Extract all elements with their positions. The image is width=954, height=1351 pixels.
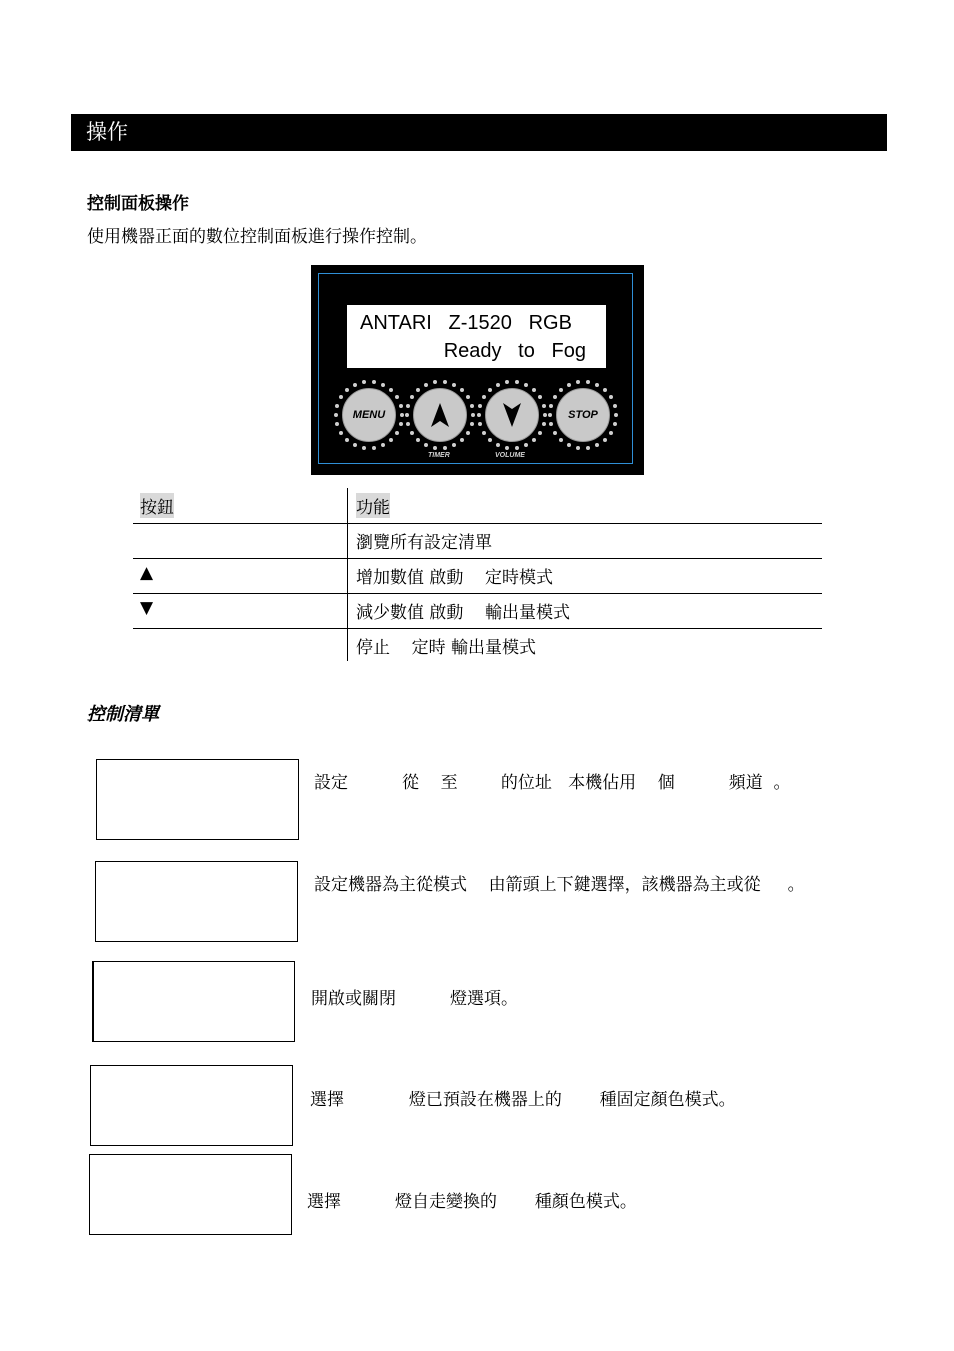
- section-title-bar: [71, 114, 887, 151]
- knob-led-dot: [488, 388, 492, 392]
- knob-led-dot: [416, 438, 420, 442]
- knob-led-dot: [335, 422, 339, 426]
- knob-led-dot: [334, 413, 338, 417]
- knob-led-dot: [424, 443, 428, 447]
- knob-led-dot: [460, 388, 464, 392]
- knob-led-dot: [433, 380, 437, 384]
- knob-led-dot: [339, 395, 343, 399]
- down-arrow-icon: [501, 401, 523, 429]
- knob-led-dot: [613, 422, 617, 426]
- intro-text: 使用機器正面的數位控制面板進行操作控制。: [87, 227, 427, 247]
- lcd-display: [347, 305, 606, 368]
- up-arrow-icon: [429, 401, 451, 429]
- knob-led-dot: [505, 380, 509, 384]
- knob-led-dot: [389, 438, 393, 442]
- menu-item-box: [89, 1154, 292, 1235]
- knob-led-dot: [538, 395, 542, 399]
- menu-item-description: 設定機器為主從模式 由箭頭上下鍵選擇，該機器為主或從 。: [314, 875, 805, 895]
- knob-led-dot: [524, 443, 528, 447]
- stop-button: [556, 388, 610, 442]
- knob-led-dot: [339, 431, 343, 435]
- lcd-line-1: ANTARI Z-1520 RGB: [360, 312, 572, 334]
- knob-led-dot: [553, 395, 557, 399]
- knob-led-dot: [452, 443, 456, 447]
- knob-led-dot: [482, 431, 486, 435]
- volume-label: VOLUME: [495, 452, 525, 459]
- subheading: 控制面板操作: [87, 194, 189, 214]
- knob-led-dot: [609, 431, 613, 435]
- knob-led-dot: [549, 404, 553, 408]
- knob-led-dot: [345, 388, 349, 392]
- stop-button-label: STOP: [568, 409, 598, 421]
- knob-led-dot: [372, 380, 376, 384]
- knob-led-dot: [410, 395, 414, 399]
- menu-item-box: [92, 961, 295, 1042]
- menu-item-box: [90, 1065, 293, 1146]
- knob-led-dot: [559, 438, 563, 442]
- knob-led-dot: [345, 438, 349, 442]
- row-button: ▲: [140, 563, 154, 583]
- knob-led-dot: [353, 383, 357, 387]
- knob-led-dot: [372, 446, 376, 450]
- knob-led-dot: [389, 388, 393, 392]
- knob-led-dot: [466, 395, 470, 399]
- knob-led-dot: [542, 422, 546, 426]
- table-row: [133, 628, 822, 663]
- row-function: 減少數值 啟動 輸出量模式: [356, 603, 571, 623]
- knob-led-dot: [406, 404, 410, 408]
- header-button: 按鈕: [140, 493, 174, 518]
- knob-led-dot: [466, 431, 470, 435]
- knob-led-dot: [452, 383, 456, 387]
- table-row: [133, 523, 822, 559]
- knob-led-dot: [477, 413, 481, 417]
- knob-led-dot: [443, 380, 447, 384]
- row-function: 停止 定時 輸出量模式: [356, 638, 537, 658]
- knob-led-dot: [505, 446, 509, 450]
- knob-led-dot: [603, 438, 607, 442]
- knob-led-dot: [470, 422, 474, 426]
- knob-led-dot: [613, 404, 617, 408]
- knob-led-dot: [496, 383, 500, 387]
- knob-led-dot: [433, 446, 437, 450]
- knob-led-dot: [524, 383, 528, 387]
- menu-knob-ring: [333, 379, 405, 451]
- knob-led-dot: [609, 395, 613, 399]
- knob-led-dot: [406, 422, 410, 426]
- knob-led-dot: [595, 443, 599, 447]
- knob-led-dot: [381, 443, 385, 447]
- knob-led-dot: [576, 380, 580, 384]
- table-row: [133, 558, 822, 594]
- menu-item-box: [96, 759, 299, 840]
- knob-led-dot: [482, 395, 486, 399]
- up-knob-ring: [404, 379, 476, 451]
- knob-led-dot: [515, 446, 519, 450]
- down-button: [485, 388, 539, 442]
- knob-led-dot: [538, 431, 542, 435]
- knob-led-dot: [399, 404, 403, 408]
- knob-led-dot: [548, 413, 552, 417]
- knob-led-dot: [395, 395, 399, 399]
- menu-item-description: 設定 從 至 的位址 本機佔用 個 頻道 。: [314, 773, 791, 793]
- stop-knob-ring: [547, 379, 619, 451]
- knob-led-dot: [559, 388, 563, 392]
- knob-led-dot: [395, 431, 399, 435]
- menu-item-description: 選擇 燈自走變換的 種顏色模式。: [307, 1192, 637, 1212]
- knob-led-dot: [603, 388, 607, 392]
- knob-led-dot: [460, 438, 464, 442]
- knob-led-dot: [532, 438, 536, 442]
- knob-led-dot: [586, 380, 590, 384]
- lcd-line-2: Ready to Fog: [443, 340, 586, 362]
- menu-item-description: 開啟或關閉 燈選項。: [311, 989, 519, 1009]
- menu-item-box: [95, 861, 298, 942]
- knob-led-dot: [576, 446, 580, 450]
- knob-led-dot: [416, 388, 420, 392]
- knob-led-dot: [335, 404, 339, 408]
- timer-label: TIMER: [428, 452, 450, 459]
- knob-led-dot: [549, 422, 553, 426]
- knob-led-dot: [595, 383, 599, 387]
- menu-item-description: 選擇 燈已預設在機器上的 種固定顏色模式。: [310, 1090, 736, 1110]
- knob-led-dot: [478, 404, 482, 408]
- knob-led-dot: [478, 422, 482, 426]
- knob-led-dot: [567, 443, 571, 447]
- knob-led-dot: [381, 383, 385, 387]
- knob-led-dot: [405, 413, 409, 417]
- knob-led-dot: [532, 388, 536, 392]
- knob-led-dot: [471, 413, 475, 417]
- section-title: 操作: [86, 120, 128, 144]
- up-button: [413, 388, 467, 442]
- knob-led-dot: [362, 446, 366, 450]
- menu-button-label: MENU: [352, 409, 386, 421]
- row-function: 增加數值 啟動 定時模式: [356, 568, 554, 588]
- knob-led-dot: [567, 383, 571, 387]
- knob-led-dot: [496, 443, 500, 447]
- menu-button: [342, 388, 396, 442]
- table-row: [133, 593, 822, 629]
- knob-led-dot: [470, 404, 474, 408]
- header-function: 功能: [356, 493, 390, 518]
- row-button: ▼: [140, 598, 154, 618]
- knob-led-dot: [399, 422, 403, 426]
- down-knob-ring: [476, 379, 548, 451]
- knob-led-dot: [488, 438, 492, 442]
- knob-led-dot: [515, 380, 519, 384]
- knob-led-dot: [542, 404, 546, 408]
- knob-led-dot: [553, 431, 557, 435]
- knob-led-dot: [443, 446, 447, 450]
- knob-led-dot: [586, 446, 590, 450]
- knob-led-dot: [353, 443, 357, 447]
- row-function: 瀏覽所有設定清單: [356, 533, 492, 553]
- knob-led-dot: [424, 383, 428, 387]
- menu-heading: 控制清單: [87, 704, 159, 725]
- knob-led-dot: [614, 413, 618, 417]
- knob-led-dot: [362, 380, 366, 384]
- knob-led-dot: [410, 431, 414, 435]
- table-header-row: [133, 488, 822, 524]
